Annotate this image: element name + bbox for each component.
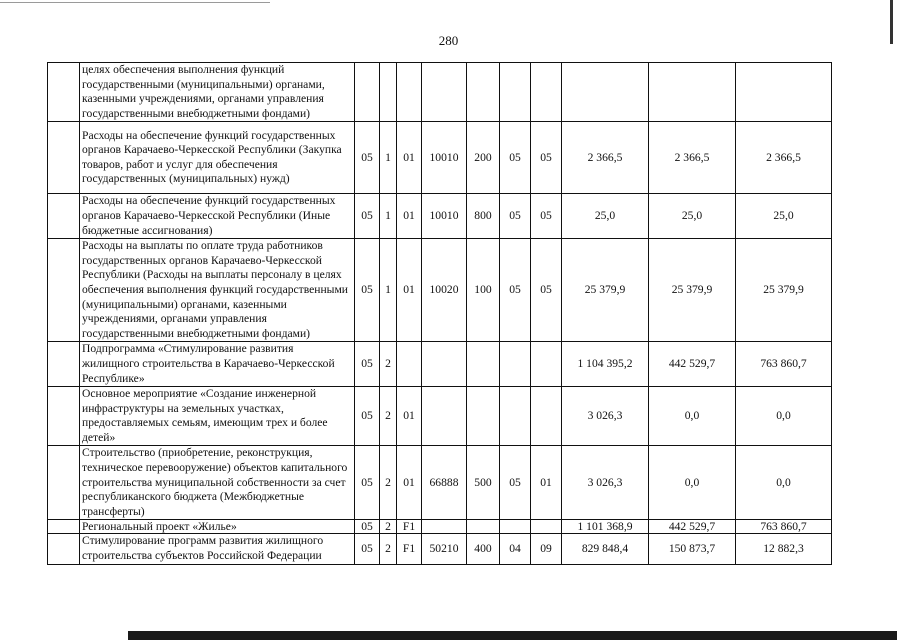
blank-cell: [48, 122, 80, 194]
amount-cell: 2 366,5: [562, 122, 649, 194]
amount-cell: 25 379,9: [649, 239, 736, 342]
code-cell: [500, 520, 531, 534]
code-cell: 1: [380, 194, 397, 239]
row-name: Региональный проект «Жилье»: [80, 520, 355, 534]
table-row: [48, 520, 832, 534]
code-cell: [422, 520, 467, 534]
code-cell: 05: [355, 194, 380, 239]
amount-cell: 829 848,4: [562, 534, 649, 564]
amount-cell: 1 101 368,9: [562, 520, 649, 534]
row-name: Стимулирование программ развития жилищного строительства субъектов Российской Федерации: [80, 534, 355, 564]
table-row: [48, 446, 832, 520]
amount-cell: [736, 63, 832, 122]
code-cell: F1: [397, 534, 422, 564]
code-cell: [467, 387, 500, 446]
table-row: [48, 387, 832, 446]
budget-table: [47, 62, 832, 565]
code-cell: [422, 63, 467, 122]
code-cell: [467, 342, 500, 387]
code-cell: [397, 342, 422, 387]
amount-cell: 25 379,9: [562, 239, 649, 342]
code-cell: 500: [467, 446, 500, 520]
table-row: [48, 63, 832, 122]
amount-cell: 150 873,7: [649, 534, 736, 564]
code-cell: 05: [531, 194, 562, 239]
code-cell: [531, 63, 562, 122]
blank-cell: [48, 387, 80, 446]
amount-cell: 25,0: [649, 194, 736, 239]
table-row: [48, 194, 832, 239]
code-cell: 01: [397, 239, 422, 342]
code-cell: 05: [355, 520, 380, 534]
row-name: Расходы на выплаты по оплате труда работников государственных органов Карачаево-Черкесской Республики (Расходы на выплаты персоналу в целях обеспечения выполнения функций государственными (муниципальными) органами, казенными учреждениями, органами управления государственными внебюджетными фондами): [80, 239, 355, 342]
amount-cell: 0,0: [649, 387, 736, 446]
amount-cell: 2 366,5: [736, 122, 832, 194]
blank-cell: [48, 520, 80, 534]
amount-cell: [562, 63, 649, 122]
code-cell: [500, 387, 531, 446]
amount-cell: 442 529,7: [649, 520, 736, 534]
scan-bottom-bar: [128, 631, 897, 640]
amount-cell: 25,0: [736, 194, 832, 239]
code-cell: 05: [500, 194, 531, 239]
blank-cell: [48, 63, 80, 122]
code-cell: [500, 63, 531, 122]
row-name: Расходы на обеспечение функций государственных органов Карачаево-Черкесской Республики (Закупка товаров, работ и услуг для обеспечения государственных (муниципальных) нужд): [80, 122, 355, 194]
code-cell: [355, 63, 380, 122]
code-cell: 05: [355, 534, 380, 564]
amount-cell: 0,0: [649, 446, 736, 520]
code-cell: 05: [531, 239, 562, 342]
amount-cell: 763 860,7: [736, 342, 832, 387]
blank-cell: [48, 534, 80, 564]
blank-cell: [48, 239, 80, 342]
code-cell: 09: [531, 534, 562, 564]
table-row: [48, 342, 832, 387]
amount-cell: 0,0: [736, 446, 832, 520]
code-cell: 01: [397, 446, 422, 520]
amount-cell: 763 860,7: [736, 520, 832, 534]
code-cell: 05: [500, 122, 531, 194]
code-cell: [422, 387, 467, 446]
code-cell: 05: [355, 387, 380, 446]
amount-cell: 3 026,3: [562, 446, 649, 520]
row-name: Основное мероприятие «Создание инженерной инфраструктуры на земельных участках, предоставляемых семьям, имеющим трех и более детей»: [80, 387, 355, 446]
table-row: [48, 534, 832, 564]
amount-cell: [649, 63, 736, 122]
table-row: [48, 122, 832, 194]
code-cell: [531, 387, 562, 446]
code-cell: 1: [380, 122, 397, 194]
code-cell: 10010: [422, 122, 467, 194]
top-rule-line: [0, 2, 270, 3]
code-cell: 04: [500, 534, 531, 564]
code-cell: [397, 63, 422, 122]
code-cell: [380, 63, 397, 122]
blank-cell: [48, 194, 80, 239]
code-cell: [531, 342, 562, 387]
code-cell: 10010: [422, 194, 467, 239]
page-number: 280: [438, 33, 459, 48]
code-cell: [422, 342, 467, 387]
code-cell: 05: [531, 122, 562, 194]
amount-cell: 25 379,9: [736, 239, 832, 342]
amount-cell: 12 882,3: [736, 534, 832, 564]
code-cell: 200: [467, 122, 500, 194]
code-cell: 05: [355, 446, 380, 520]
code-cell: 66888: [422, 446, 467, 520]
row-name: Расходы на обеспечение функций государственных органов Карачаево-Черкесской Республики (Иные бюджетные ассигнования): [80, 194, 355, 239]
amount-cell: 3 026,3: [562, 387, 649, 446]
row-name: целях обеспечения выполнения функций государственными (муниципальными) органами, казенными учреждениями, органами управления государственными внебюджетными фондами): [80, 63, 355, 122]
amount-cell: 2 366,5: [649, 122, 736, 194]
amount-cell: 442 529,7: [649, 342, 736, 387]
code-cell: F1: [397, 520, 422, 534]
code-cell: 01: [531, 446, 562, 520]
code-cell: 1: [380, 239, 397, 342]
code-cell: 05: [500, 446, 531, 520]
code-cell: 50210: [422, 534, 467, 564]
code-cell: [467, 520, 500, 534]
code-cell: 01: [397, 194, 422, 239]
code-cell: 05: [500, 239, 531, 342]
row-name: Подпрограмма «Стимулирование развития жилищного строительства в Карачаево-Черкесской Республике»: [80, 342, 355, 387]
code-cell: 400: [467, 534, 500, 564]
code-cell: [467, 63, 500, 122]
code-cell: 01: [397, 122, 422, 194]
amount-cell: 1 104 395,2: [562, 342, 649, 387]
code-cell: 2: [380, 342, 397, 387]
code-cell: 2: [380, 387, 397, 446]
amount-cell: 0,0: [736, 387, 832, 446]
code-cell: 05: [355, 122, 380, 194]
code-cell: 100: [467, 239, 500, 342]
code-cell: 05: [355, 239, 380, 342]
blank-cell: [48, 446, 80, 520]
blank-cell: [48, 342, 80, 387]
code-cell: 800: [467, 194, 500, 239]
code-cell: 2: [380, 446, 397, 520]
table-row: [48, 239, 832, 342]
code-cell: 10020: [422, 239, 467, 342]
code-cell: 2: [380, 520, 397, 534]
code-cell: [531, 520, 562, 534]
code-cell: 2: [380, 534, 397, 564]
code-cell: [500, 342, 531, 387]
code-cell: 05: [355, 342, 380, 387]
amount-cell: 25,0: [562, 194, 649, 239]
code-cell: 01: [397, 387, 422, 446]
row-name: Строительство (приобретение, реконструкция, техническое перевооружение) объектов капитального строительства муниципальной собственности за счет республиканского бюджета (Межбюджетные трансферты): [80, 446, 355, 520]
